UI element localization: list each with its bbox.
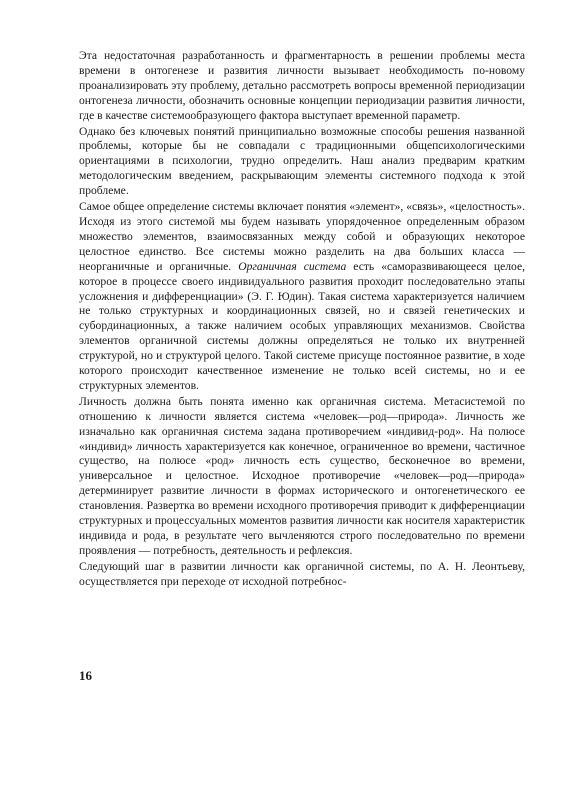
paragraph-2: Однако без ключевых понятий принципиально возможные способы решения названной проблемы, которые бы не совпадали с традиционными общепсихологическими ориентациями в психологии, трудно определить. Наш анализ предварим кратким методологическим введением, раскрывающим элементы системного подхода к этой проблеме. (79, 124, 525, 198)
page-number: 16 (79, 668, 92, 683)
paragraph-3-text-end: есть «саморазвивающееся целое, которое в процессе своего индивидуального развития проходит последовательно этапы усложнения и дифференциации» (Э. Г. Юдин). Такая система характеризуется наличием не только структурных и координационных связей, но и связей генетических и субординационных, а также наличием особых управляющих механизмов. Свойства элементов органичной системы должны определяться не только их внутренней структурой, но и структурой целого. Такой системе присуще постоянное развитие, в ходе которого происходит качественное изменение не только всей системы, но и ее структурных элементов. (79, 259, 525, 392)
paragraph-5: Следующий шаг в развитии личности как органичной системы, по А. Н. Леонтьеву, осуществляется при переходе от исходной потребнос- (79, 559, 525, 588)
paragraph-1: Эта недостаточная разработанность и фрагментарность в решении проблемы места времени в онтогенезе и развития личности вызывает необходимость по-новому проанализировать эту проблему, детально рассмотреть вопросы временной периодизации онтогенеза личности, обозначить основные концепции периодизации развития личности, где в качестве системообразующего фактора выступает временной параметр. (79, 49, 525, 122)
paragraph-3-text-start: Самое общее определение системы включает понятия «элемент», «связь», «целостность». Исходя из этого системой мы будем называть упорядоченное определенным образом множество элементов, взаимосвязанных между собой и образующих некоторое целостное единство. Все системы можно разделить на два больших класса — неорганичные и органичные. (79, 200, 525, 273)
italic-term: Органичная система (238, 259, 347, 273)
document-body (79, 49, 525, 591)
paragraph-3 (79, 200, 525, 394)
paragraph-4: Личность должна быть понята именно как органичная система. Метасистемой по отношению к личности является система «человек—род—природа». Личность же изначально как органичная система задана противоречием «индивид-род». На полюсе «индивид» личность характеризуется как конечное, ограниченное во времени, частичное существо, на полюсе «род» личность есть существо, бесконечное во времени, универсальное и целостное. Исходное противоречие «человек—род—природа» детерминирует развитие личности в формах исторического и онтогенетического ее становления. Развертка во времени исходного противоречия приводит к дифференциации структурных и процессуальных моментов развития личности как носителя характеристик индивида и рода, в результате чего вычленяются строго последовательно по времени проявления — потребность, деятельность и рефлексия. (79, 394, 525, 557)
